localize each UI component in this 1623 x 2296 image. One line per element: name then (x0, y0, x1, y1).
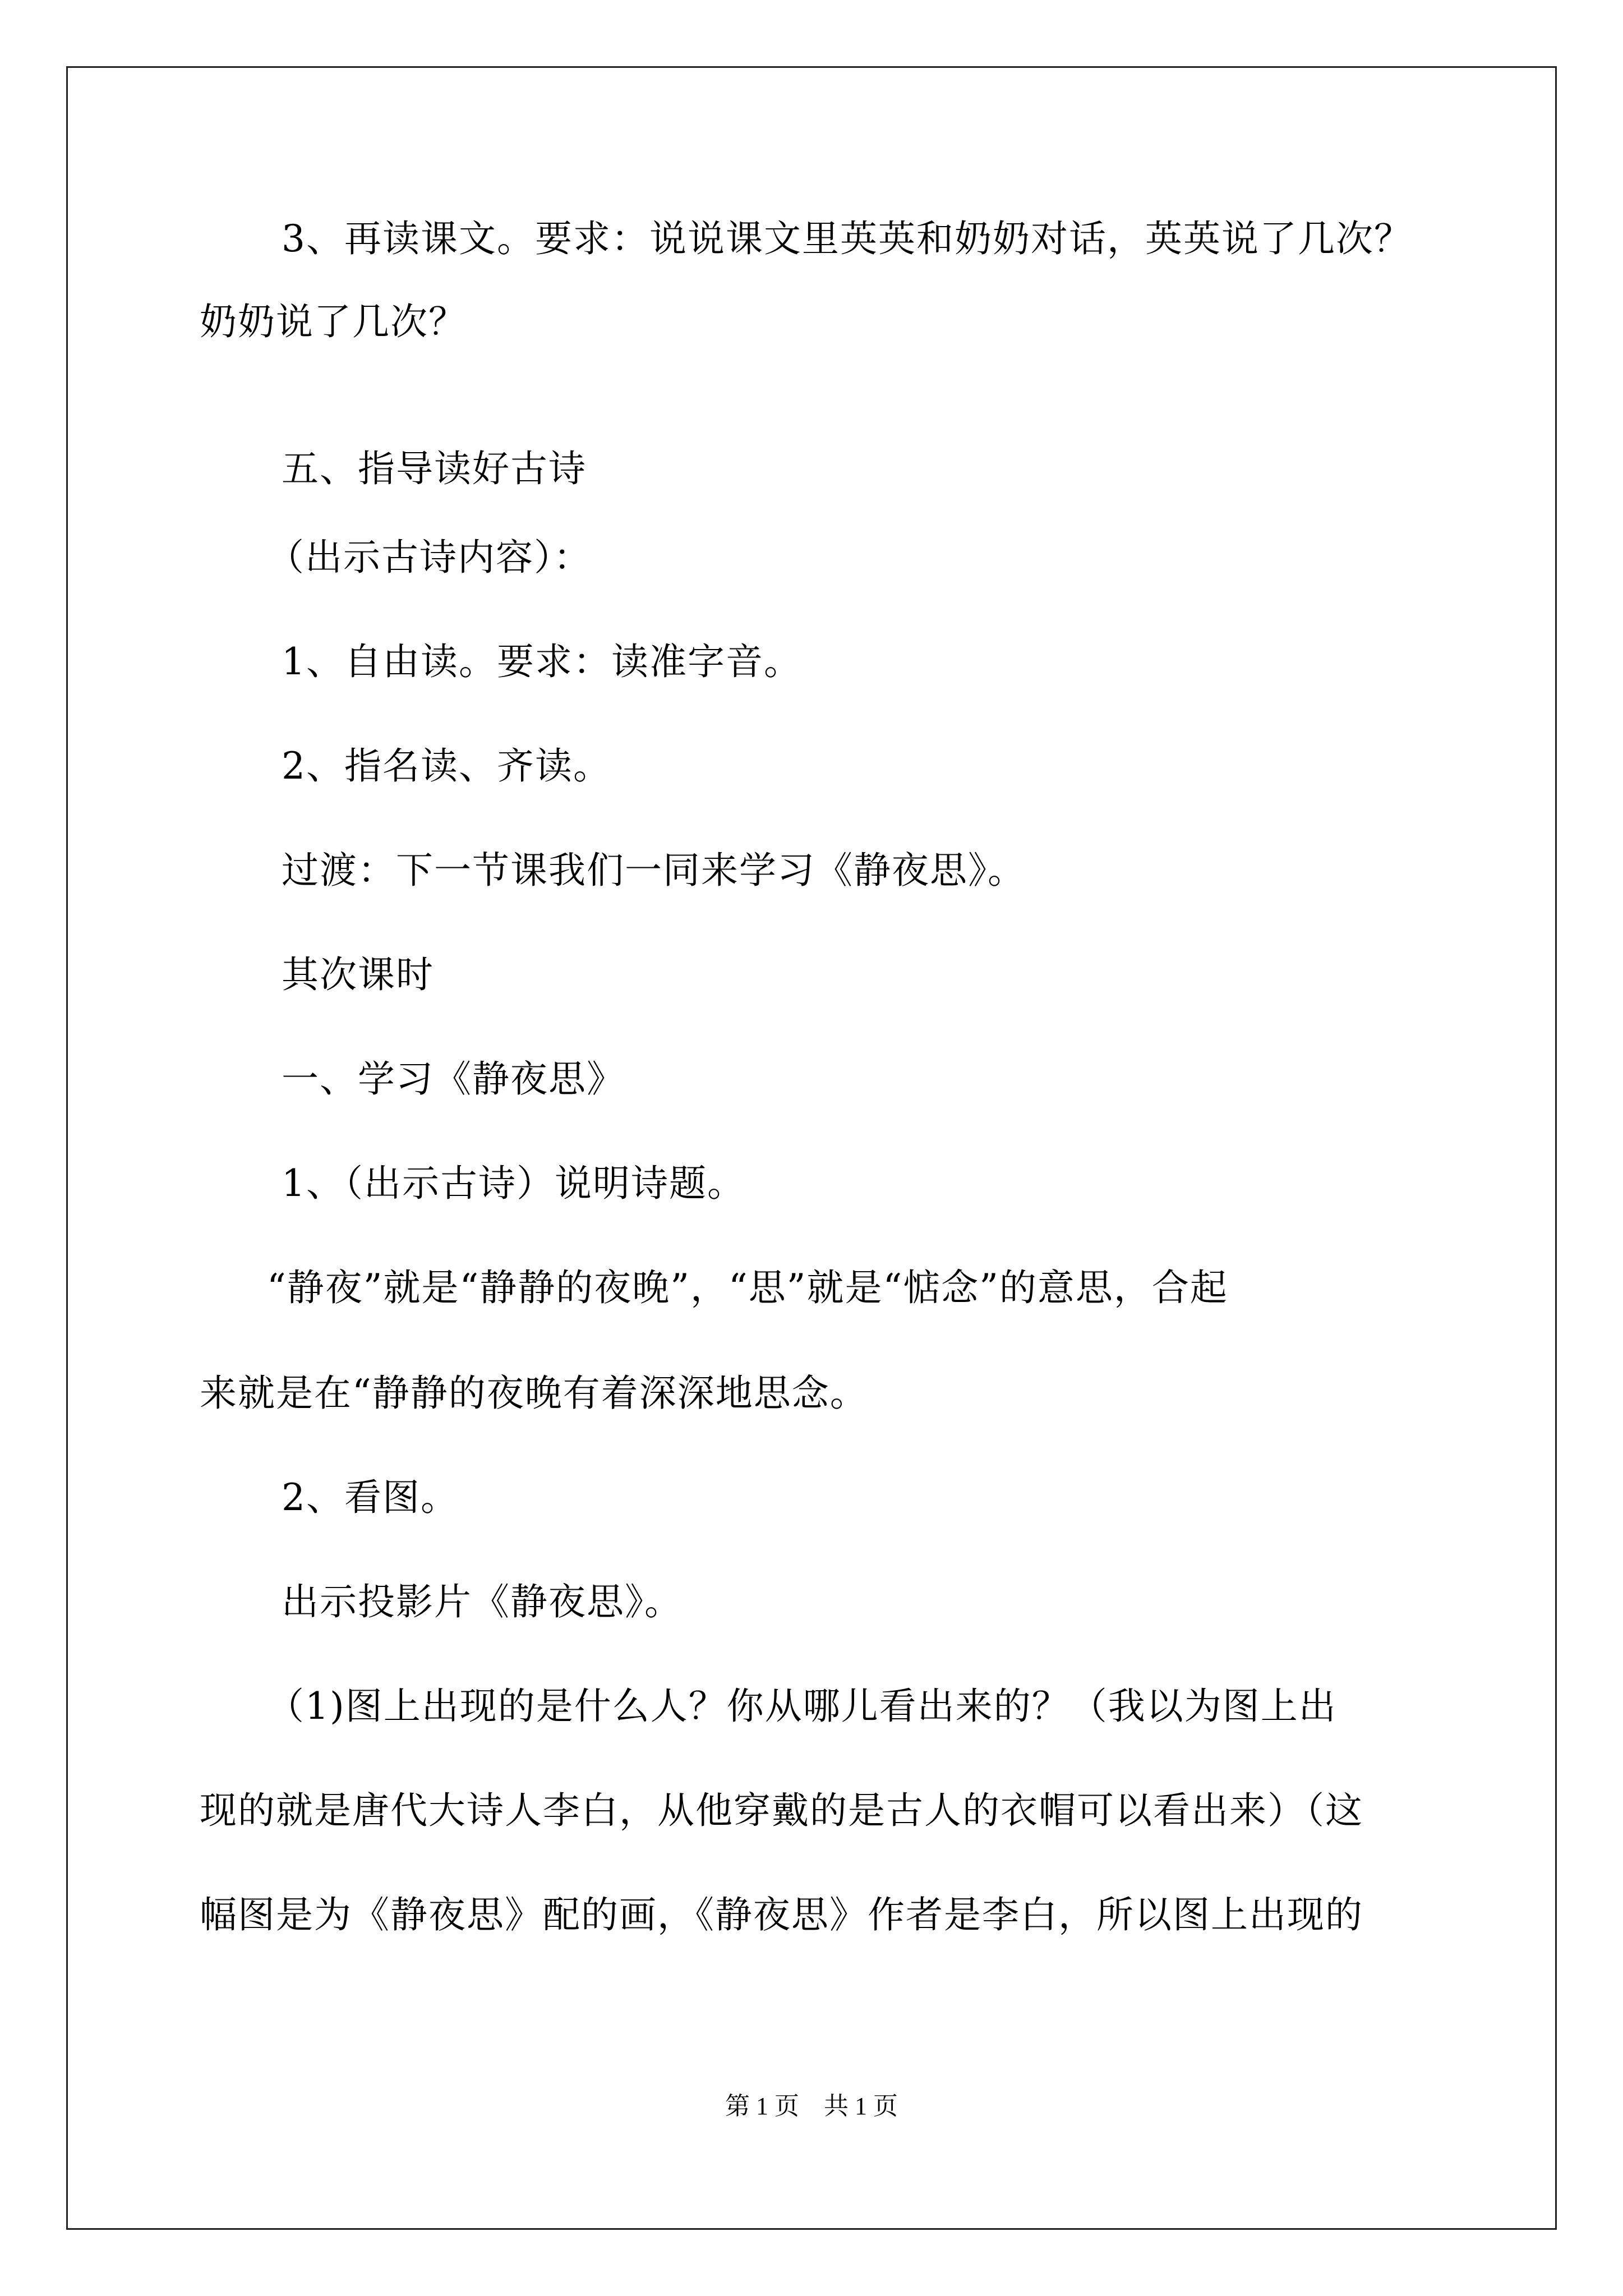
text-line: 1、自由读。要求：读准字音。 (282, 640, 802, 683)
text-line: “静夜”就是“静静的夜晚”，“思”就是“惦念”的意思，合起 (267, 1266, 1228, 1309)
section-heading: 其次课时 (282, 953, 434, 996)
section-heading: 一、学习《静夜思》 (282, 1057, 625, 1101)
section-heading: 五、指导读好古诗 (282, 447, 587, 490)
page-footer: 第 1 页 共 1 页 (725, 2092, 898, 2120)
text-line: 3、再读课文。要求：说说课文里英英和奶奶对话，英英说了几次？ (282, 217, 1412, 260)
text-line: 2、看图。 (282, 1476, 459, 1519)
text-line: 现的就是唐代大诗人李白，从他穿戴的是古人的衣帽可以看出来）（这 (200, 1789, 1363, 1832)
text-line: 幅图是为《静夜思》配的画，《静夜思》作者是李白，所以图上出现的 (200, 1893, 1363, 1936)
text-line: 出示投影片《静夜思》。 (282, 1580, 683, 1623)
text-line: （1)图上出现的是什么人？你从哪儿看出来的？（我以为图上出 (267, 1685, 1337, 1728)
text-line: 奶奶说了几次？ (200, 300, 467, 343)
text-line: 过渡：下一节课我们一同来学习《静夜思》。 (282, 849, 1026, 892)
text-line: （出示古诗内容）： (267, 536, 592, 579)
text-line: 2、指名读、齐读。 (282, 744, 611, 788)
text-line: 1、（出示古诗）说明诗题。 (282, 1162, 745, 1205)
text-line: 来就是在“静静的夜晚有着深深地思念。 (200, 1372, 868, 1415)
